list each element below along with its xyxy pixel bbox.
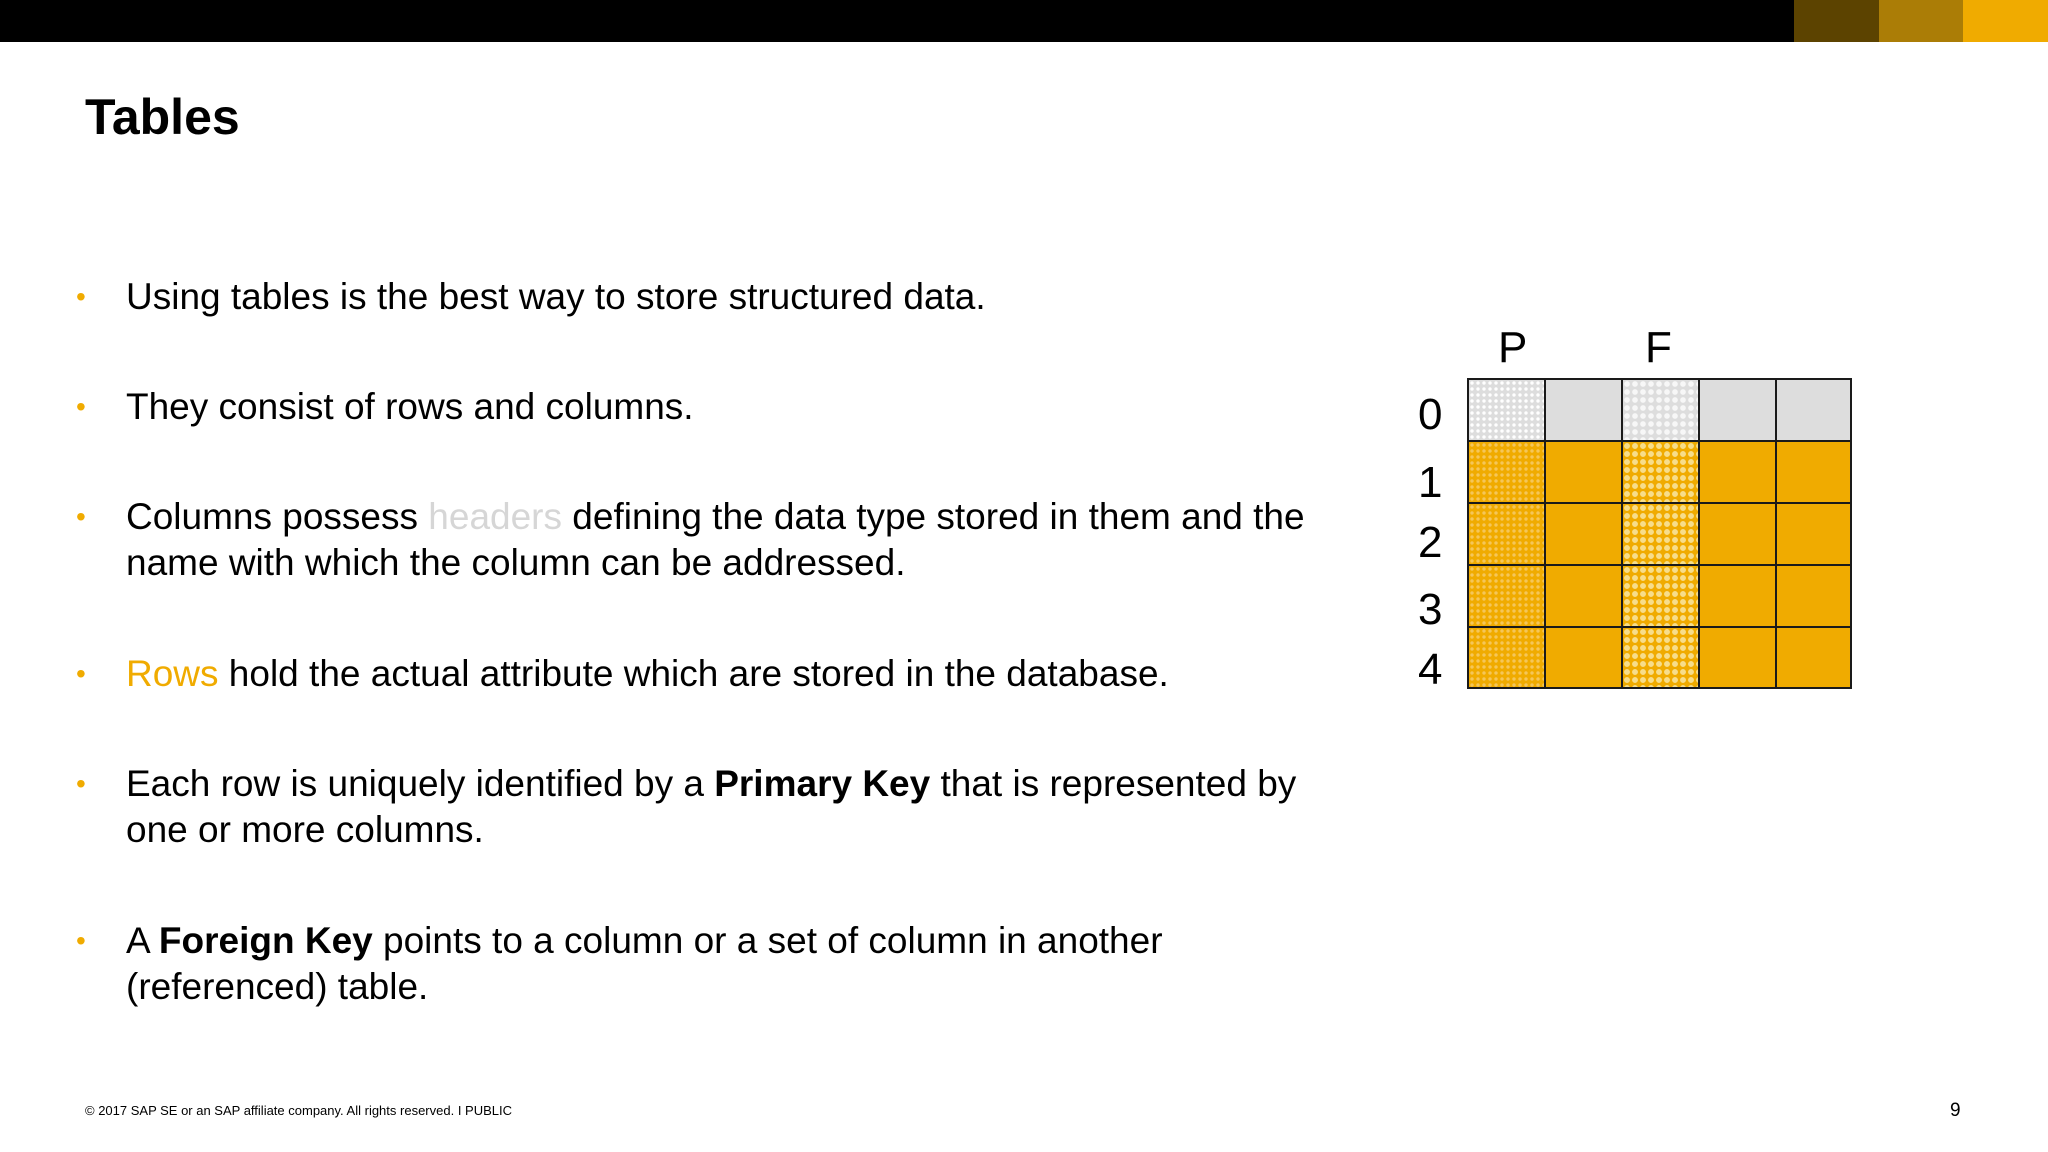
- data-cell: [1700, 442, 1777, 504]
- data-cell: [1546, 628, 1623, 687]
- row-label: 0: [1418, 390, 1443, 439]
- data-cell: [1623, 442, 1700, 504]
- bullet-text: Rows hold the actual attribute which are stored in the database.: [126, 653, 1169, 694]
- brand-swatch-light: [1963, 0, 2048, 42]
- column-label-primary-key: P: [1498, 323, 1528, 372]
- brand-swatch-dark: [1794, 0, 1879, 42]
- row-label: 2: [1418, 518, 1443, 567]
- data-cell: [1700, 628, 1777, 687]
- primary-key-term: Primary Key: [714, 763, 931, 804]
- bullet-dot-icon: •: [76, 925, 86, 956]
- bullet-text: Columns possess headers defining the data type stored in them and the name with which the column can be addressed.: [126, 496, 1305, 583]
- bullet-text: A Foreign Key points to a column or a set of column in another (referenced) table.: [126, 920, 1163, 1007]
- header-cell: [1469, 380, 1546, 442]
- data-cell: [1777, 566, 1850, 628]
- header-cell: [1700, 380, 1777, 442]
- bullet-text: They consist of rows and columns.: [126, 386, 694, 427]
- rows-highlight: Rows: [126, 653, 219, 694]
- row-label: 4: [1418, 645, 1443, 694]
- data-cell: [1623, 628, 1700, 687]
- table-grid: [1467, 378, 1852, 689]
- data-cell: [1469, 566, 1546, 628]
- data-cell: [1546, 504, 1623, 566]
- bullet-dot-icon: •: [76, 391, 86, 422]
- slide-title: Tables: [85, 89, 240, 145]
- data-cell: [1777, 442, 1850, 504]
- data-cell: [1546, 442, 1623, 504]
- data-cell: [1469, 504, 1546, 566]
- row-label: 3: [1418, 585, 1443, 634]
- bullet-text: Each row is uniquely identified by a Primary Key that is represented by one or more columns.: [126, 763, 1297, 850]
- bullet-dot-icon: •: [76, 501, 86, 532]
- row-label: 1: [1418, 458, 1443, 507]
- data-cell: [1469, 628, 1546, 687]
- data-cell: [1777, 628, 1850, 687]
- data-cell: [1623, 504, 1700, 566]
- top-bar: [0, 0, 2048, 42]
- page-number: 9: [1950, 1100, 1961, 1121]
- header-cell: [1623, 380, 1700, 442]
- bullet-text: Using tables is the best way to store structured data.: [126, 276, 986, 317]
- header-cell: [1777, 380, 1850, 442]
- data-cell: [1469, 442, 1546, 504]
- data-cell: [1700, 566, 1777, 628]
- foreign-key-term: Foreign Key: [158, 920, 373, 961]
- footer-copyright: © 2017 SAP SE or an SAP affiliate company. All rights reserved. I PUBLIC: [85, 1103, 513, 1118]
- data-cell: [1623, 566, 1700, 628]
- data-cell: [1700, 504, 1777, 566]
- header-cell: [1546, 380, 1623, 442]
- brand-swatch-medium: [1879, 0, 1963, 42]
- bullet-dot-icon: •: [76, 768, 86, 799]
- data-cell: [1777, 504, 1850, 566]
- data-cell: [1546, 566, 1623, 628]
- bullet-dot-icon: •: [76, 281, 86, 312]
- column-label-foreign-key: F: [1645, 323, 1672, 372]
- bullet-dot-icon: •: [76, 658, 86, 689]
- headers-highlight: headers: [428, 496, 563, 537]
